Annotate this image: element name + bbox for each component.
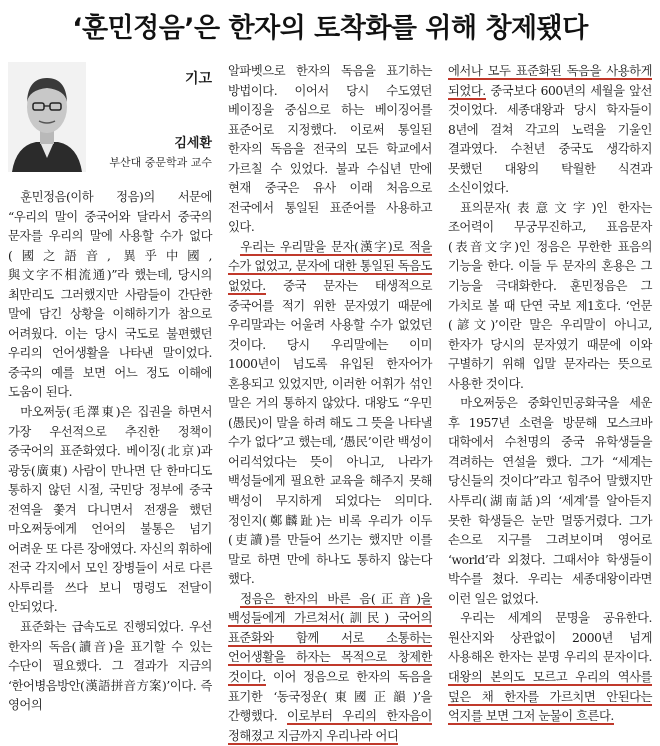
highlighted-sentence: 정음은 한자의 바른 음(正音)을 백성들에게 가르쳐서(訓民) 국어의 표준화와 함께 서로 소통하는 언어생활을 하자는 목적으로 창제한 것이다. [228, 591, 432, 684]
paragraph: 표의문자(表意文字)인 한자는 조어력이 무궁무진하고, 표음문자(表音文字)인 정음은 무한한 표음의 기능을 한다. 이들 두 문자의 혼용은 그 기능을 극대화한다. 훈민정음은 그 가치로 볼 때 단연 국보 제1호다. ‘언문(諺文)’이란 말은 우리말이 아니고, 한자가 당시의 문자였기 때문에 이와 구별하기 위해 입말 문자라는 뜻으로 사용한 것이다. [448, 200, 652, 391]
paragraph [228, 590, 432, 746]
paragraph: 마오쩌둥(毛澤東)은 집권을 하면서 가장 우선적으로 추진한 정책이 중국어의 표준화였다. 베이징(北京)과 광둥(廣東) 사람이 만나면 단 한마디도 통하지 않던 시절, 국민당 정부에 중국 전역을 쫓겨 다니면서 전쟁을 했던 마오쩌둥에게 언어의 불통은 넘기 어려운 또 다른 장애였다. 자신의 휘하에 전국 각지에서 모인 장병들이 서로 다른 사투리를 쓰다 보니 명령도 전달이 안되었다. [8, 405, 212, 615]
highlighted-sentence: 에서나 모두 표준화된 독음을 사용하게 되었다. [448, 64, 652, 98]
paragraph: 알파벳으로 한자의 독음을 표기하는 방법이다. 이어서 당시 수도였던 베이징을 중심으로 하는 베이징어를 표준어로 지정했다. 이로써 통일된 한자의 독음을 전국의 모든 학교에서 가르칠 수 있었다. 불과 수십년 만에 현재 중국은 유사 이래 처음으로 전국에서 통일된 표준어를 사용하고 있다. [228, 64, 432, 235]
paragraph: 마오쩌둥은 중화인민공화국을 세운 후 1957년 소련을 방문해 모스크바 대학에서 수천명의 중국 유학생들을 격려하는 연설을 했다. 그가 “세계는 당신들의 것이다”라고 힘주어 말했지만 사투리(湖南話)의 ‘세계’를 알아듣지 못한 학생들은 눈만 멀뚱거렸다. 그가 손으로 지구를 그려보이며 영어로 ‘world’라 외쳤다. 그때서야 학생들이 박수를 쳤다. 우리는 세종대왕이라면 이런 일은 없었다. [448, 396, 652, 606]
paragraph-text: 중국 문자는 태생적으로 중국어를 적기 위한 문자였기 때문에 우리말과는 어울려 사용할 수가 없었던 것이다. 당시 우리말에는 이미 1000년이 넘도록 유입된 한자어가 혼용되고 있었지만, 이러한 어휘가 섞인 말은 거의 통하지 않았다. 대왕도 “우민(愚民)이 말을 하려 해도 그 뜻을 나타낼 수가 없다”고 했는데, ‘愚民’이란 백성이 어리석었다는 뜻이 아니고, 나라가 백성들에게 필요한 교육을 해주지 못해 백성이 무지하게 되었다는 의미다. 정인지(鄭麟趾)는 비록 우리가 이두(吏讀)를 만들어 쓰기는 했지만 이를 말로 하면 만에 하나도 통하지 않는다 했다. [228, 279, 432, 587]
highlighted-sentence: 대왕의 본의도 모르고 우리의 역사를 덮은 채 한자를 가르치면 안된다는 억지를 보면 그저 눈물이 흐른다. [448, 669, 652, 724]
paragraph [228, 238, 432, 590]
paragraph: 훈민정음(이하 정음)의 서문에 “우리의 말이 중국어와 달라서 중국의 문자를 우리의 말에 사용할 수가 없다(國之語音, 異乎中國, 與文字不相流通)”라 했는데, 당시의 최만리도 그러했지만 사람들이 간단한 말에 담긴 상황을 이해하기가 참으로 어려웠다. 이는 당시 국도로 불편했던 우리의 언어생활을 나타낸 말이었다. 중국의 예를 보면 어느 정도 이해에 도움이 된다. [8, 190, 212, 400]
paragraph [448, 609, 652, 726]
highlighted-sentence: 우리는 우리말을 문자(漢字)로 적을 수가 없었고, 문자에 대한 통일된 독음도 없었다. [228, 239, 432, 294]
section-label: 기고 [184, 71, 212, 87]
article-column-1 [8, 188, 212, 716]
author-photo [8, 62, 86, 172]
paragraph-text: 이어 정음으로 한자의 독음을 표기한 ‘동국정운(東國正韻)’을 간행했다. [228, 669, 432, 724]
author-title: 부산대 중문학과 교수 [109, 156, 212, 169]
paragraph-text: 우리는 세계의 문명을 공유한다. 원산지와 상관없이 2000년 넘게 사용해온 한자는 분명 우리의 문자이다. [448, 611, 652, 665]
paragraph-text: 중국보다 600년의 세월을 앞선 것이었다. 세종대왕과 당시 학자들이 8년에 걸쳐 각고의 노력을 기울인 결과였다. 수천년 중국도 생각하지 못했던 대왕의 탁월한 식견과 소신이었다. [448, 83, 652, 196]
article-column-2 [228, 62, 432, 746]
highlighted-sentence: 이로부터 우리의 한자음이 정해졌고 지금까지 우리나라 어디 [228, 709, 432, 743]
paragraph: 표준화는 급속도로 진행되었다. 우선 한자의 독음(讀音)을 표기할 수 있는 수단이 필요했다. 그 결과가 지금의 ‘한어병음방안(漢語拼音方案)’이다. 즉 영어의 [8, 620, 212, 713]
byline [8, 62, 212, 182]
article-column-3 [448, 62, 652, 727]
paragraph [448, 62, 652, 199]
author-name: 김세환 [174, 136, 212, 151]
headline: ‘훈민정음’은 한자의 토착화를 위해 창제됐다 [72, 13, 588, 44]
